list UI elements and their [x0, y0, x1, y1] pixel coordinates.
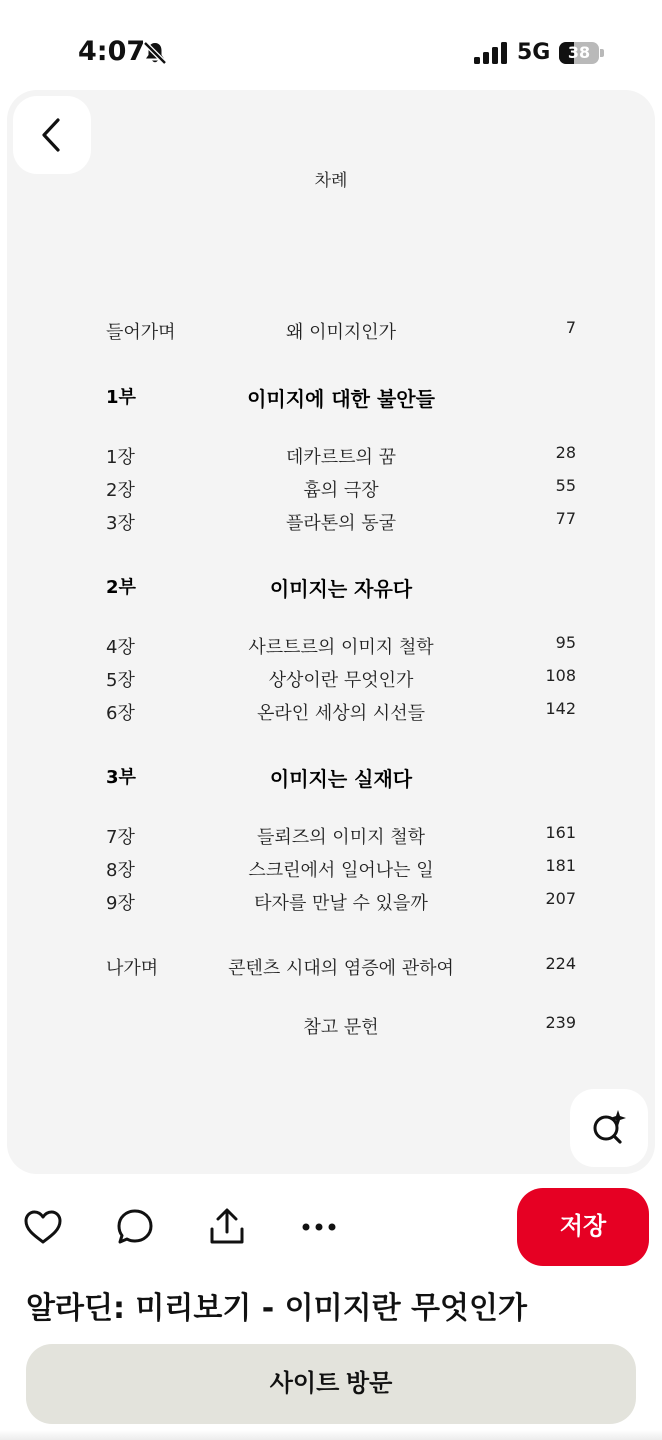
- toc-label: 들어가며: [106, 322, 176, 343]
- visual-search-icon: [589, 1108, 629, 1148]
- toc-page: 7: [565, 318, 576, 337]
- toc-part-title: 이미지는 자유다: [269, 577, 413, 601]
- toc-label: 4장: [106, 637, 135, 658]
- toc-chapter-row: [0, 509, 662, 539]
- toc-page: 108: [545, 666, 576, 685]
- toc-entry-title: 사르트르의 이미지 철학: [248, 637, 434, 658]
- toc-entry-title: 데카르트의 꿈: [285, 447, 397, 468]
- toc-part-title: 이미지에 대한 불안들: [247, 387, 435, 411]
- battery-level: 38: [567, 43, 591, 62]
- toc-page: 239: [545, 1013, 576, 1032]
- toc-part-label: 2부: [106, 577, 136, 598]
- toc-page: 207: [545, 889, 576, 908]
- toc-entry-title: 들뢰즈의 이미지 철학: [257, 827, 425, 848]
- more-icon[interactable]: [297, 1205, 341, 1249]
- bottom-sheet-edge: [0, 1430, 662, 1440]
- bell-muted-icon: [142, 40, 168, 66]
- toc-entry-title: 온라인 세상의 시선들: [257, 703, 425, 724]
- back-button[interactable]: [13, 96, 91, 174]
- toc-page: 142: [545, 699, 576, 718]
- toc-references-row: [0, 1013, 662, 1043]
- toc-label: 9장: [106, 893, 135, 914]
- toc-part-title: 이미지는 실재다: [269, 767, 413, 791]
- toc-page: 224: [545, 954, 576, 973]
- toc-page: 181: [545, 856, 576, 875]
- comment-icon[interactable]: [113, 1205, 157, 1249]
- network-type: 5G: [517, 40, 551, 65]
- status-time: 4:07: [78, 36, 146, 67]
- toc-label: 1장: [106, 447, 135, 468]
- toc-label: 6장: [106, 703, 135, 724]
- toc-part-row: [0, 763, 662, 793]
- toc-entry-title: 스크린에서 일어나는 일: [248, 860, 434, 881]
- toc-page: 95: [555, 633, 576, 652]
- visit-site-button[interactable]: 사이트 방문: [26, 1344, 636, 1424]
- toc-chapter-row: [0, 633, 662, 663]
- cellular-signal-icon: [474, 42, 508, 64]
- toc-part-row: [0, 383, 662, 413]
- save-button[interactable]: 저장: [517, 1188, 649, 1266]
- toc-chapter-row: [0, 443, 662, 473]
- toc-intro-row: [0, 318, 662, 348]
- battery-icon: [559, 42, 605, 64]
- toc-page: 28: [555, 443, 576, 462]
- visual-search-button[interactable]: [570, 1089, 648, 1167]
- status-bar: [0, 0, 662, 90]
- chevron-left-icon: [37, 116, 67, 154]
- heart-icon[interactable]: [21, 1205, 65, 1249]
- toc-part-label: 1부: [106, 387, 136, 408]
- share-icon[interactable]: [205, 1205, 249, 1249]
- toc-label: 7장: [106, 827, 135, 848]
- toc-label: 나가며: [106, 958, 159, 979]
- toc-entry-title: 타자를 만날 수 있을까: [254, 893, 428, 914]
- pin-title: 알라딘: 미리보기 - 이미지란 무엇인가: [26, 1291, 527, 1326]
- toc-part-row: [0, 573, 662, 603]
- toc-chapter-row: [0, 823, 662, 853]
- toc-entry-title: 참고 문헌: [303, 1017, 379, 1038]
- toc-title: 차례: [314, 171, 348, 191]
- toc-label: 3장: [106, 513, 135, 534]
- pin-image-preview[interactable]: [7, 90, 655, 1174]
- toc-part-label: 3부: [106, 767, 136, 788]
- toc-page: 55: [555, 476, 576, 495]
- toc-chapter-row: [0, 666, 662, 696]
- toc-page: 161: [545, 823, 576, 842]
- toc-entry-title: 왜 이미지인가: [285, 322, 397, 343]
- toc-entry-title: 흄의 극장: [303, 480, 379, 501]
- toc-label: 2장: [106, 480, 135, 501]
- toc-label: 5장: [106, 670, 135, 691]
- toc-chapter-row: [0, 856, 662, 886]
- toc-entry-title: 플라톤의 동굴: [285, 513, 397, 534]
- toc-page: 77: [555, 509, 576, 528]
- toc-chapter-row: [0, 476, 662, 506]
- toc-chapter-row: [0, 699, 662, 729]
- toc-outro-row: [0, 954, 662, 984]
- toc-entry-title: 상상이란 무엇인가: [268, 670, 414, 691]
- toc-chapter-row: [0, 889, 662, 919]
- toc-entry-title: 콘텐츠 시대의 염증에 관하여: [228, 958, 454, 979]
- toc-label: 8장: [106, 860, 135, 881]
